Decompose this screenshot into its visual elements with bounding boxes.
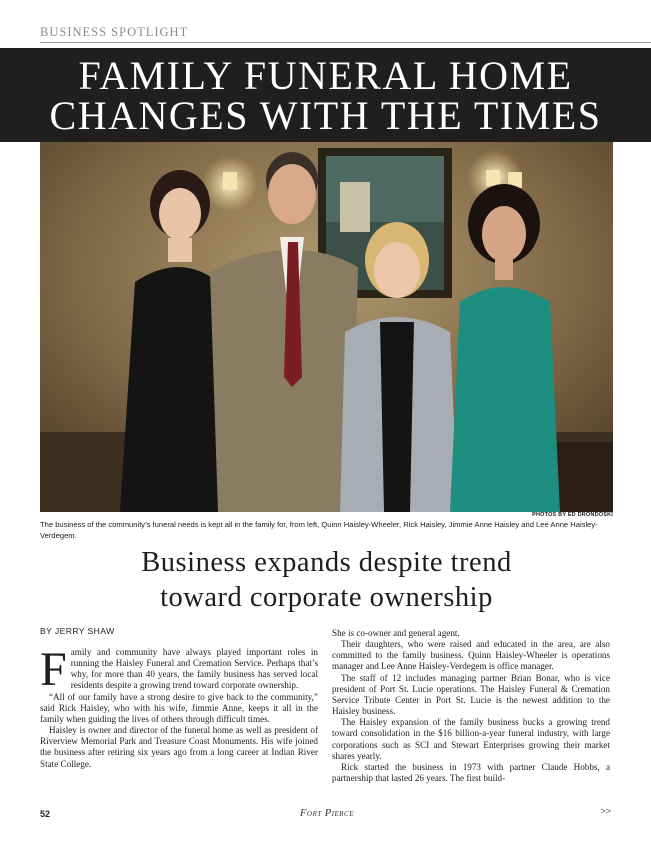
article-paragraph: Rick started the business in 1973 with partner Claude Hobbs, a partnership that lasted 26 years. The first build- <box>332 761 610 784</box>
article-paragraph: She is co-owner and general agent. <box>332 628 460 638</box>
article-paragraph: Haisley is owner and director of the funeral home as well as president of Riverview Memorial Park and Treasure Coast Monuments. His wife joined the business after retiring six years ago from a long career at Indian River State College. <box>40 725 318 769</box>
byline: BY JERRY SHAW <box>40 626 115 636</box>
page-number: 52 <box>40 809 51 819</box>
article-paragraph: “All of our family have a strong desire to give back to the community,” said Rick Haisley, who with his wife, Jimmie Anne, keeps it all in the family when guiding the lives of others through difficult times. <box>40 691 318 724</box>
headline-line-2: CHANGES WITH THE TIMES <box>49 93 602 138</box>
photo-caption: The business of the community’s funeral needs is kept all in the family for, from left, Quinn Haisley-Wheeler, Rick Haisley, Jimmie Anne Haisley and Lee Anne Haisley-Verdegem. <box>40 520 598 540</box>
family-photo <box>40 142 613 512</box>
section-label: BUSINESS SPOTLIGHT <box>40 25 189 39</box>
top-rule <box>40 42 651 43</box>
photo-credit: PHOTOS BY ED DRONDOSKI <box>532 512 613 518</box>
paragraph-text: amily and community have always played important roles in running the Haisley Funeral and Cremation Service. Perhaps that’s why, for more than 40 years, the family business has served local residents despite a growing trend toward corporate ownership. <box>70 647 318 691</box>
continued-marker: >> <box>600 806 611 816</box>
subheadline-line-2: toward corporate ownership <box>160 582 493 613</box>
article-paragraph: The staff of 12 includes managing partner Brian Bonar, who is vice president of Port St. Lucie operations. The Haisley Funeral & Cremation Service Tribute Center in Port St. Lucie is the newest addition to the Haisley business. <box>332 672 610 717</box>
article-column-left <box>40 643 318 770</box>
article-column-right <box>332 628 610 784</box>
subheadline-line-1: Business expands despite trend <box>141 547 512 578</box>
article-paragraph: The Haisley expansion of the family business bucks a growing trend toward consolidation in the $16 billion-a-year funeral industry, with large corporations such as SCI and Stewart Enterprises growing their market shares yearly. <box>332 717 610 761</box>
headline-line-1: FAMILY FUNERAL HOME <box>78 53 573 98</box>
subheadline <box>40 545 613 615</box>
headline <box>0 48 651 136</box>
magazine-logo: Fort Pierce <box>300 808 355 819</box>
article-paragraph <box>40 643 318 696</box>
headline-banner <box>0 48 651 142</box>
article-paragraph: Their daughters, who were raised and educated in the area, are also committed to the family business. Quinn Haisley-Wheeler is operations manager and Lee Anne Haisley-Verdegem is office manager. <box>332 639 610 672</box>
drop-cap: F <box>40 643 67 696</box>
